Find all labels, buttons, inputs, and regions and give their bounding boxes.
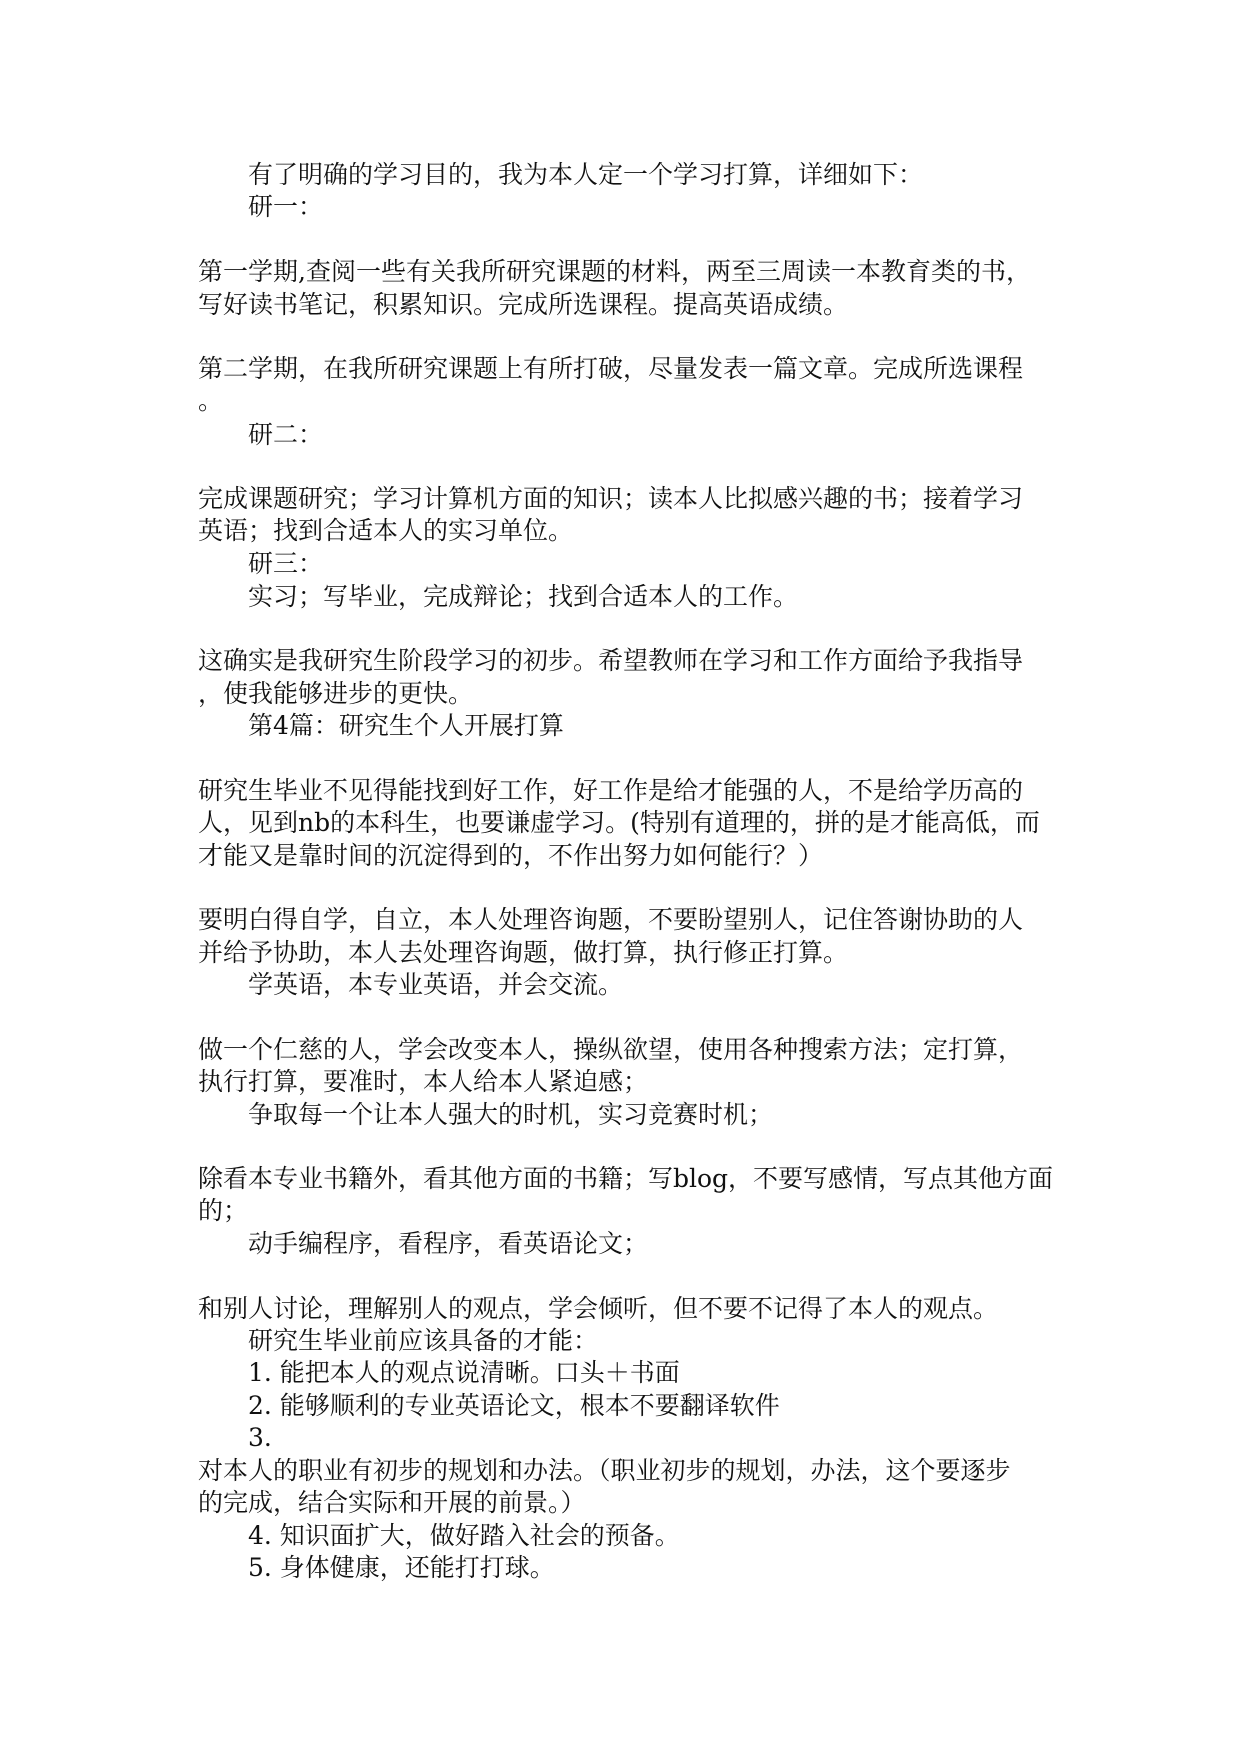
text-line: 第一学期,查阅一些有关我所研究课题的材料，两至三周读一本教育类的书，	[198, 257, 1031, 286]
text-line: 研一：	[248, 192, 324, 221]
text-line: 。	[198, 386, 224, 415]
text-line: 写好读书笔记，积累知识。完成所选课程。提高英语成绩。	[198, 290, 849, 319]
text-line: 除看本专业书籍外，看其他方面的书籍；写blog，不要写感情，写点其他方面	[198, 1164, 1054, 1193]
text-line: 这确实是我研究生阶段学习的初步。希望教师在学习和工作方面给予我指导	[198, 646, 1024, 675]
text-line: 并给予协助，本人去处理咨询题，做打算，执行修正打算。	[198, 938, 849, 967]
text-line: 要明白得自学，自立，本人处理咨询题，不要盼望别人，记住答谢协助的人	[198, 905, 1024, 934]
text-line: 和别人讨论，理解别人的观点，学会倾听，但不要不记得了本人的观点。	[198, 1294, 999, 1323]
text-line: 做一个仁慈的人，学会改变本人，操纵欲望，使用各种搜索方法；定打算，	[198, 1035, 1024, 1064]
text-line: 研究生毕业前应该具备的才能：	[248, 1326, 599, 1355]
text-line: 有了明确的学习目的，我为本人定一个学习打算，详细如下：	[248, 160, 924, 189]
list-item: 5. 身体健康，还能打打球。	[248, 1553, 555, 1582]
text-line: 完成课题研究；学习计算机方面的知识；读本人比拟感兴趣的书；接着学习	[198, 484, 1024, 513]
text-line: 争取每一个让本人强大的时机，实习竞赛时机；	[248, 1100, 774, 1129]
text-line: 研究生毕业不见得能找到好工作，好工作是给才能强的人，不是给学历高的	[198, 776, 1024, 805]
list-item: 2. 能够顺利的专业英语论文，根本不要翻译软件	[248, 1391, 780, 1420]
list-item: 1. 能把本人的观点说清晰。口头＋书面	[248, 1358, 680, 1387]
text-line: 第二学期，在我所研究课题上有所打破，尽量发表一篇文章。完成所选课程	[198, 354, 1024, 383]
text-line: 执行打算，要准时，本人给本人紧迫感；	[198, 1067, 649, 1096]
list-item: 4. 知识面扩大，做好踏入社会的预备。	[248, 1521, 680, 1550]
text-line: 实习；写毕业，完成辩论；找到合适本人的工作。	[248, 582, 799, 611]
text-line: 人，见到nb的本科生，也要谦虚学习。(特别有道理的，拼的是才能高低，而	[198, 808, 1040, 837]
text-line: 英语；找到合适本人的实习单位。	[198, 516, 574, 545]
text-line: 动手编程序，看程序，看英语论文；	[248, 1229, 649, 1258]
text-line: 的完成，结合实际和开展的前景。）	[198, 1488, 586, 1517]
text-line: 第4篇：研究生个人开展打算	[248, 711, 564, 740]
text-line: ，使我能够进步的更快。	[198, 679, 474, 708]
text-line: 研三：	[248, 549, 324, 578]
text-line: 研二：	[248, 420, 324, 449]
text-line: 才能又是靠时间的沉淀得到的，不作出努力如何能行？）	[198, 841, 824, 870]
text-line: 学英语，本专业英语，并会交流。	[248, 970, 624, 999]
text-line: 的；	[198, 1196, 249, 1225]
text-line: 对本人的职业有初步的规划和办法。（职业初步的规划，办法，这个要逐步	[198, 1456, 1011, 1485]
list-item: 3.	[248, 1423, 272, 1452]
